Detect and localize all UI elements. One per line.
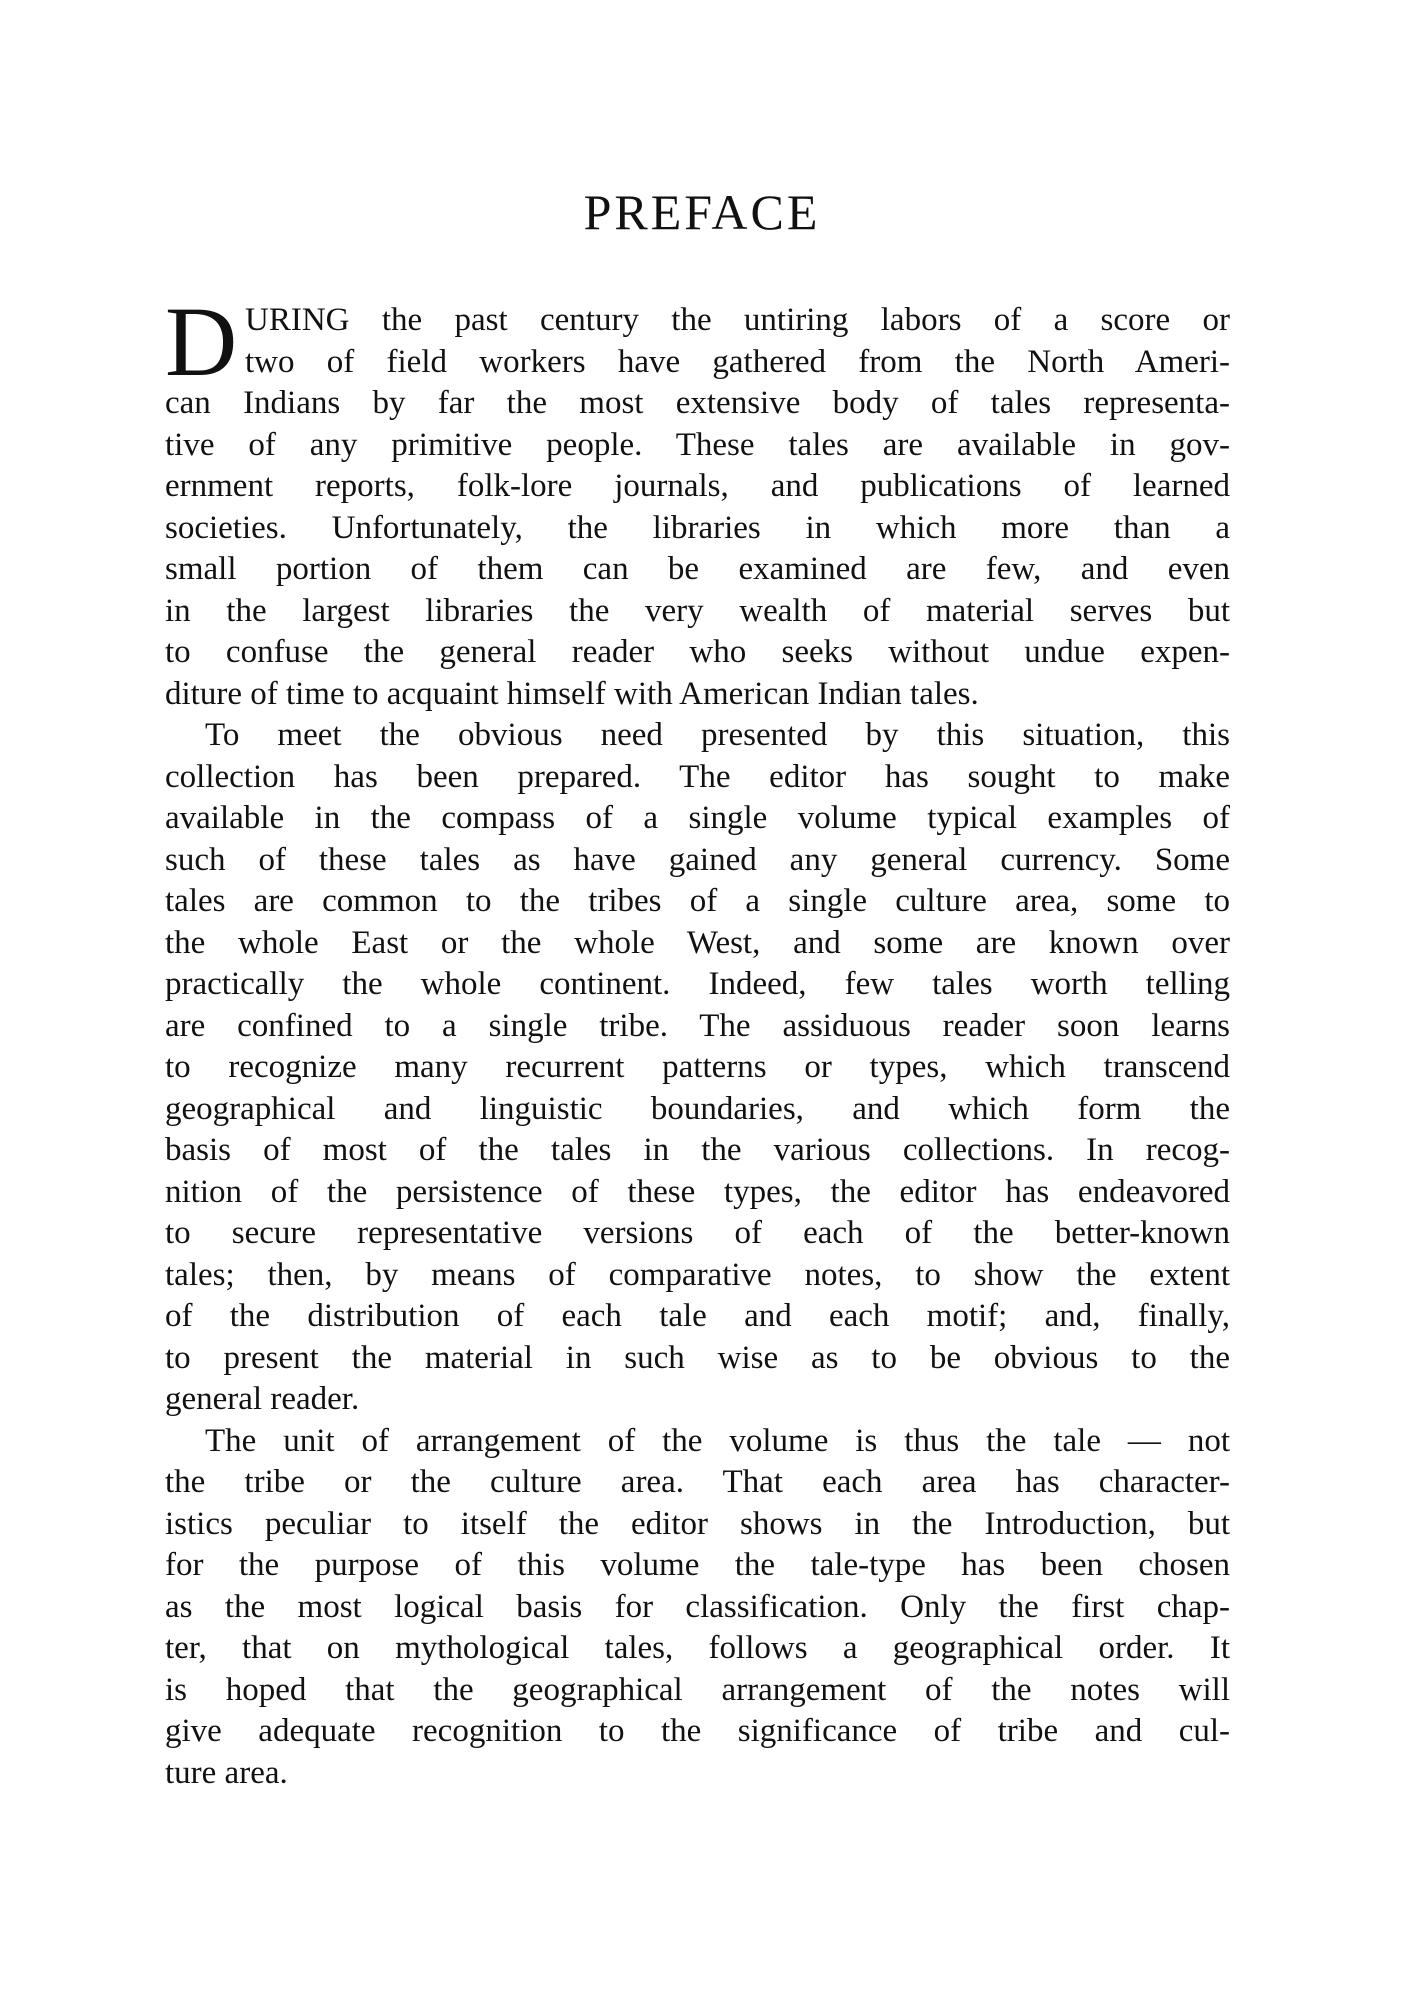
text-line: The unit of arrangement of the volume is thus the tale — not xyxy=(205,1422,1230,1459)
text-line: diture of time to acquaint himself with American Indian tales. xyxy=(165,675,979,712)
text-line: ter, that on mythological tales, follows a geographical order. It xyxy=(165,1630,1230,1666)
text-line: such of these tales as have gained any general currency. Some xyxy=(165,841,1230,878)
text-line: to present the material in such wise as to be obvious to the xyxy=(165,1339,1230,1376)
text-line: to secure representative versions of each of the better-known xyxy=(165,1215,1230,1251)
text-line xyxy=(165,300,1230,342)
first-word-smallcaps: URING xyxy=(245,302,350,338)
text-line: are confined to a single tribe. The assiduous reader soon learns xyxy=(165,1007,1230,1044)
text-line: tive of any primitive people. These tales are available in gov- xyxy=(165,426,1230,463)
text-line: the tribe or the culture area. That each area has character- xyxy=(165,1464,1230,1500)
text-line: two of field workers have gathered from the North Ameri- xyxy=(245,343,1230,380)
text-line: practically the whole continent. Indeed, few tales worth telling xyxy=(165,966,1230,1002)
text-line: nition of the persistence of these types, the editor has endeavored xyxy=(165,1173,1230,1210)
text-line: to confuse the general reader who seeks without undue expen- xyxy=(165,634,1230,670)
paragraph xyxy=(165,1421,1230,1795)
line-text: the past century the untiring labors of a score or xyxy=(381,302,1230,338)
text-line: as the most logical basis for classification. Only the first chap- xyxy=(165,1588,1230,1625)
text-line: general reader. xyxy=(165,1381,360,1417)
text-line: geographical and linguistic boundaries, and which form the xyxy=(165,1090,1230,1127)
text-line: the whole East or the whole West, and some are known over xyxy=(165,924,1230,961)
text-line: can Indians by far the most extensive body of tales representa- xyxy=(165,385,1230,421)
text-line: tales; then, by means of comparative notes, to show the extent xyxy=(165,1256,1230,1293)
drop-cap: D xyxy=(165,286,238,397)
paragraph xyxy=(165,715,1230,1421)
text-line: ture area. xyxy=(165,1754,288,1791)
text-line: basis of most of the tales in the various collections. In recog- xyxy=(165,1132,1230,1168)
page-title: PREFACE xyxy=(583,184,821,240)
paragraph xyxy=(165,300,1230,715)
text-line: in the largest libraries the very wealth of material serves but xyxy=(165,592,1230,629)
preface-body xyxy=(165,286,1230,1794)
text-line: collection has been prepared. The editor has sought to make xyxy=(165,758,1230,795)
text-line: tales are common to the tribes of a single culture area, some to xyxy=(165,883,1230,919)
text-line: ernment reports, folk-lore journals, and publications of learned xyxy=(165,468,1230,504)
text-line: is hoped that the geographical arrangement of the notes will xyxy=(165,1671,1230,1708)
text-line: istics peculiar to itself the editor shows in the Introduction, but xyxy=(165,1505,1230,1542)
text-line: for the purpose of this volume the tale-type has been chosen xyxy=(165,1547,1230,1583)
text-line: of the distribution of each tale and each motif; and, finally, xyxy=(165,1298,1230,1334)
text-line: To meet the obvious need presented by this situation, this xyxy=(205,717,1230,753)
text-line: small portion of them can be examined are few, and even xyxy=(165,551,1230,587)
text-line: societies. Unfortunately, the libraries in which more than a xyxy=(165,509,1230,546)
text-line: give adequate recognition to the significance of tribe and cul- xyxy=(165,1713,1230,1749)
text-line: available in the compass of a single volume typical examples of xyxy=(165,800,1230,836)
text-line: to recognize many recurrent patterns or types, which transcend xyxy=(165,1049,1230,1085)
